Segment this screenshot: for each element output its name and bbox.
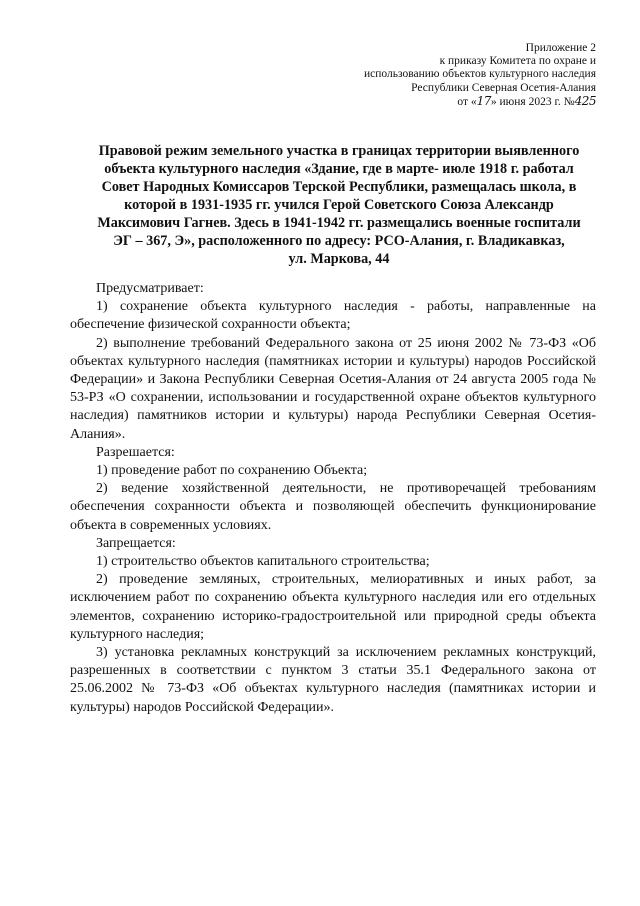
provides-item: 1) сохранение объекта культурного наследия - работы, направленные на обеспечение физической сохранности объекта; bbox=[70, 299, 596, 333]
forbidden-item: 1) строительство объектов капитального строительства; bbox=[96, 554, 430, 570]
title-line: Максимович Гагнев. Здесь в 1941-1942 гг. размещались военные госпитали bbox=[97, 215, 581, 231]
title-line: которой в 1931-1935 гг. учился Герой Советского Союза Александр bbox=[124, 197, 554, 213]
appendix-order-date bbox=[296, 95, 596, 109]
forbidden-item: 2) проведение земляных, строительных, мелиоративных и иных работ, за исключением работ по сохранению объекта культурного наследия или его отдельных элементов, сохранению историко-градостроительной или природной среды объекта культурного наследия; bbox=[70, 572, 596, 642]
title-line: ул. Маркова, 44 bbox=[288, 251, 390, 267]
order-mid: » июня 2023 г. № bbox=[490, 95, 575, 108]
order-number-handwritten: 425 bbox=[574, 93, 596, 108]
provides-heading: Предусматривает: bbox=[96, 281, 204, 296]
title-line: ЭГ – 367, Э», расположенного по адресу: РСО-Алания, г. Владикавказ, bbox=[113, 233, 565, 249]
title-line: Совет Народных Комиссаров Терской Республики, размещалась школа, в bbox=[101, 179, 577, 195]
document-title bbox=[70, 142, 608, 268]
appendix-committee: использованию объектов культурного наследия bbox=[363, 68, 596, 81]
allowed-heading: Разрешается: bbox=[96, 444, 175, 460]
forbidden-heading: Запрещается: bbox=[96, 535, 176, 551]
appendix-number: Приложение 2 bbox=[525, 42, 596, 54]
allowed-item: 1) проведение работ по сохранению Объекта; bbox=[96, 463, 368, 479]
order-prefix: от « bbox=[457, 95, 477, 108]
appendix-order-ref: к приказу Комитета по охране и bbox=[439, 55, 596, 68]
order-day-handwritten: 17 bbox=[476, 93, 491, 108]
allowed-item: 2) ведение хозяйственной деятельности, не противоречащей требованиям обеспечения сохранности объекта и позволяющей обеспечить функционирование объекта в современных условиях. bbox=[70, 481, 596, 533]
appendix-republic: Республики Северная Осетия-Алания bbox=[411, 81, 596, 94]
provides-item: 2) выполнение требований Федерального закона от 25 июня 2002 № 73-ФЗ «Об объектах культурного наследия (памятниках истории и культуры) народов Российской Федерации» и Закона Республики Северная Осетия-Алания от 24 августа 2005 года № 53-РЗ «О сохранении, использовании и государственной охране объектов культурного наследия) памятников истории и культуры) народа Республики Северная Осетия-Алания». bbox=[70, 335, 596, 442]
appendix-header bbox=[296, 42, 596, 109]
document-body bbox=[70, 280, 596, 717]
forbidden-item: 3) установка рекламных конструкций за исключением рекламных конструкций, разрешенных в соответствии с пунктом 3 статьи 35.1 Федерального закона от 25.06.2002 № 73-ФЗ «Об объектах культурного наследия (памятниках истории и культуры) народов Российской Федерации». bbox=[70, 645, 596, 715]
title-line: объекта культурного наследия «Здание, где в марте- июле 1918 г. работал bbox=[104, 161, 574, 177]
title-line: Правовой режим земельного участка в границах территории выявленного bbox=[98, 143, 580, 159]
